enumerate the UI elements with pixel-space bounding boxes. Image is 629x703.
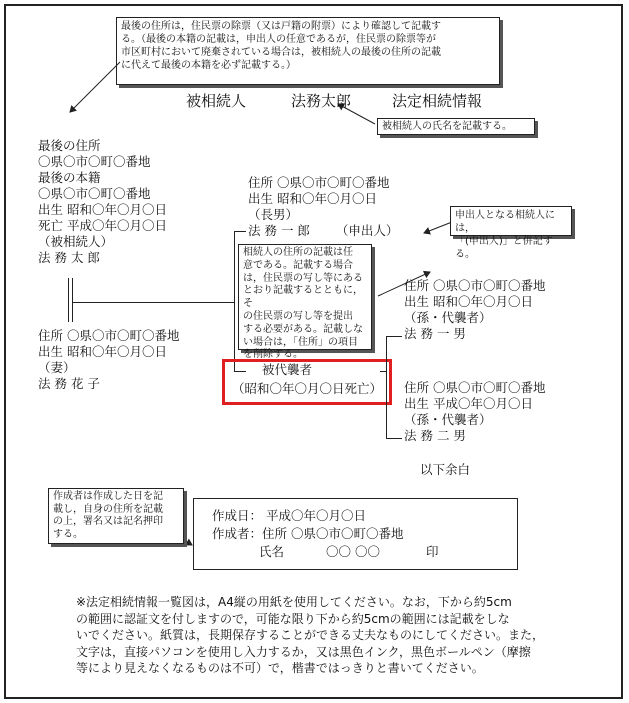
son-branch [234, 231, 246, 232]
note-line: 市区町村において廃棄されている場合は，被相続人の最後の住所の記載 [121, 47, 441, 58]
footer-line: の範囲に認証文を付しますので，可能な限り下から約5cmの範囲には記載をしな [76, 611, 510, 626]
grandchild2-line: （孫・代襲者） [404, 412, 492, 427]
grandchildren-line [386, 336, 387, 438]
grandchild2-name: 法 務 二 男 [404, 428, 466, 443]
heading-decedent-label: 被相続人 [186, 92, 247, 110]
creator-name-value: 〇〇 〇〇 [326, 544, 380, 559]
son-address: 住所 〇県〇市〇町〇番地 [248, 175, 390, 190]
decedent-name: 法 務 太 郎 [38, 250, 100, 265]
marriage-line [68, 278, 69, 322]
heading-decedent-name: 法務太郎 [291, 92, 352, 110]
grandchild2-block [404, 380, 545, 444]
grandchild1-line: 出生 昭和〇年〇月〇日 [404, 294, 533, 309]
note-line: に代えて最後の本籍を必ず記載する。） [121, 60, 296, 71]
predeceased-date: （昭和〇年〇月〇日死亡） [232, 381, 383, 396]
note-line: 相続人の住所の記載は任 [243, 247, 353, 258]
grandchild1-line: （孫・代襲者） [404, 310, 492, 325]
applicant-tag: （申出人） [335, 223, 399, 238]
note-line: 申出人となる相続人には， [455, 210, 555, 234]
note-line: とおり記載するとともに，そ [243, 285, 363, 310]
footer-notice [76, 594, 544, 677]
spouse-block [38, 328, 179, 392]
seal-mark: 印 [426, 544, 439, 559]
creator-address: 作成者：住所 〇県〇市〇町〇番地 [212, 526, 404, 541]
note-line: する必要がある。記載しな [243, 323, 363, 335]
descent-line [72, 302, 234, 303]
note-line: 作成者は作成した日を記 [53, 491, 163, 502]
note-line: は，住民票の写し等にある [243, 272, 363, 284]
spouse-line: （妻） [38, 360, 76, 375]
heading-document-title: 法定相続情報 [392, 92, 483, 110]
note-line: 「(申出人)」と併記する。 [455, 236, 553, 260]
creator-date: 作成日： 平成〇年〇月〇日 [212, 508, 366, 523]
note-address [238, 244, 372, 361]
note-line: を削除する。 [243, 349, 303, 361]
note-line: 載し，自身の住所を記載 [53, 503, 163, 515]
footer-line: 文字は，直接パソコンを使用し入力するか，又は黒色インク，黒色ボールペン（摩擦 [76, 644, 531, 659]
note-line: の上，署名又は記名押印 [53, 516, 163, 527]
remaining-blank-label: 以下余白 [420, 462, 471, 477]
note-line: の住民票の写し等を提出 [243, 310, 353, 322]
son-relation: （長男） [248, 207, 299, 222]
spouse-line: 住所 〇県〇市〇町〇番地 [38, 328, 180, 343]
predeceased-label: 被代襲者 [262, 362, 313, 377]
decedent-line: （被相続人） [38, 234, 114, 249]
children-line [234, 231, 235, 371]
note-line: い場合は，「住所」の項目 [243, 336, 358, 348]
marriage-line [72, 278, 73, 322]
grandchild1-block [404, 278, 545, 342]
spouse-name: 法 務 花 子 [38, 376, 100, 391]
son-name: 法 務 一 郎 [248, 223, 310, 238]
predeceased-block [232, 362, 382, 397]
grandchild1-name: 法 務 一 男 [404, 326, 466, 341]
decedent-line: 〇県〇市〇町〇番地 [38, 154, 151, 169]
son-birth: 出生 昭和〇年〇月〇日 [248, 191, 377, 206]
note-line: る。（最後の本籍の記載は，申出人の任意であるが，住民票の除票等が [121, 34, 436, 45]
footer-line: いでください。紙質は，長期保存することができる丈夫なものにしてください。また， [76, 628, 545, 642]
note-applicant [450, 206, 572, 260]
note-line: 意である。記載する場合 [243, 259, 353, 271]
grandchild2-line: 出生 平成〇年〇月〇日 [404, 396, 533, 411]
creator-name-label: 氏名 [259, 544, 285, 559]
note-name: 被相続人の氏名を記載する。 [377, 118, 535, 135]
grandchild1-line: 住所 〇県〇市〇町〇番地 [404, 278, 546, 293]
son-name-row [248, 223, 398, 239]
spouse-line: 出生 昭和〇年〇月〇日 [38, 344, 167, 359]
footer-line: 等により見えなくなるものは不可）で，楷書ではっきりと書いてください。 [76, 661, 484, 675]
decedent-line: 出生 昭和〇年〇月〇日 [38, 202, 167, 217]
son-block [248, 175, 398, 239]
grandchild2-branch [386, 438, 402, 439]
note-creator [48, 488, 184, 544]
footer-line: ※法定相続情報一覧図は，A4縦の用紙を使用してください。なお，下から約5cm [76, 595, 512, 609]
decedent-line: 最後の本籍 [38, 170, 101, 185]
note-line: する。 [53, 528, 83, 540]
decedent-line: 死亡 平成〇年〇月〇日 [38, 218, 167, 233]
grandchild2-line: 住所 〇県〇市〇町〇番地 [404, 380, 546, 395]
decedent-line: 〇県〇市〇町〇番地 [38, 186, 151, 201]
grandchild1-branch [386, 336, 402, 337]
decedent-block [38, 138, 167, 266]
decedent-line: 最後の住所 [38, 138, 101, 153]
note-line: 最後の住所は，住民票の除票（又は戸籍の附票）により確認して記載す [121, 21, 441, 32]
